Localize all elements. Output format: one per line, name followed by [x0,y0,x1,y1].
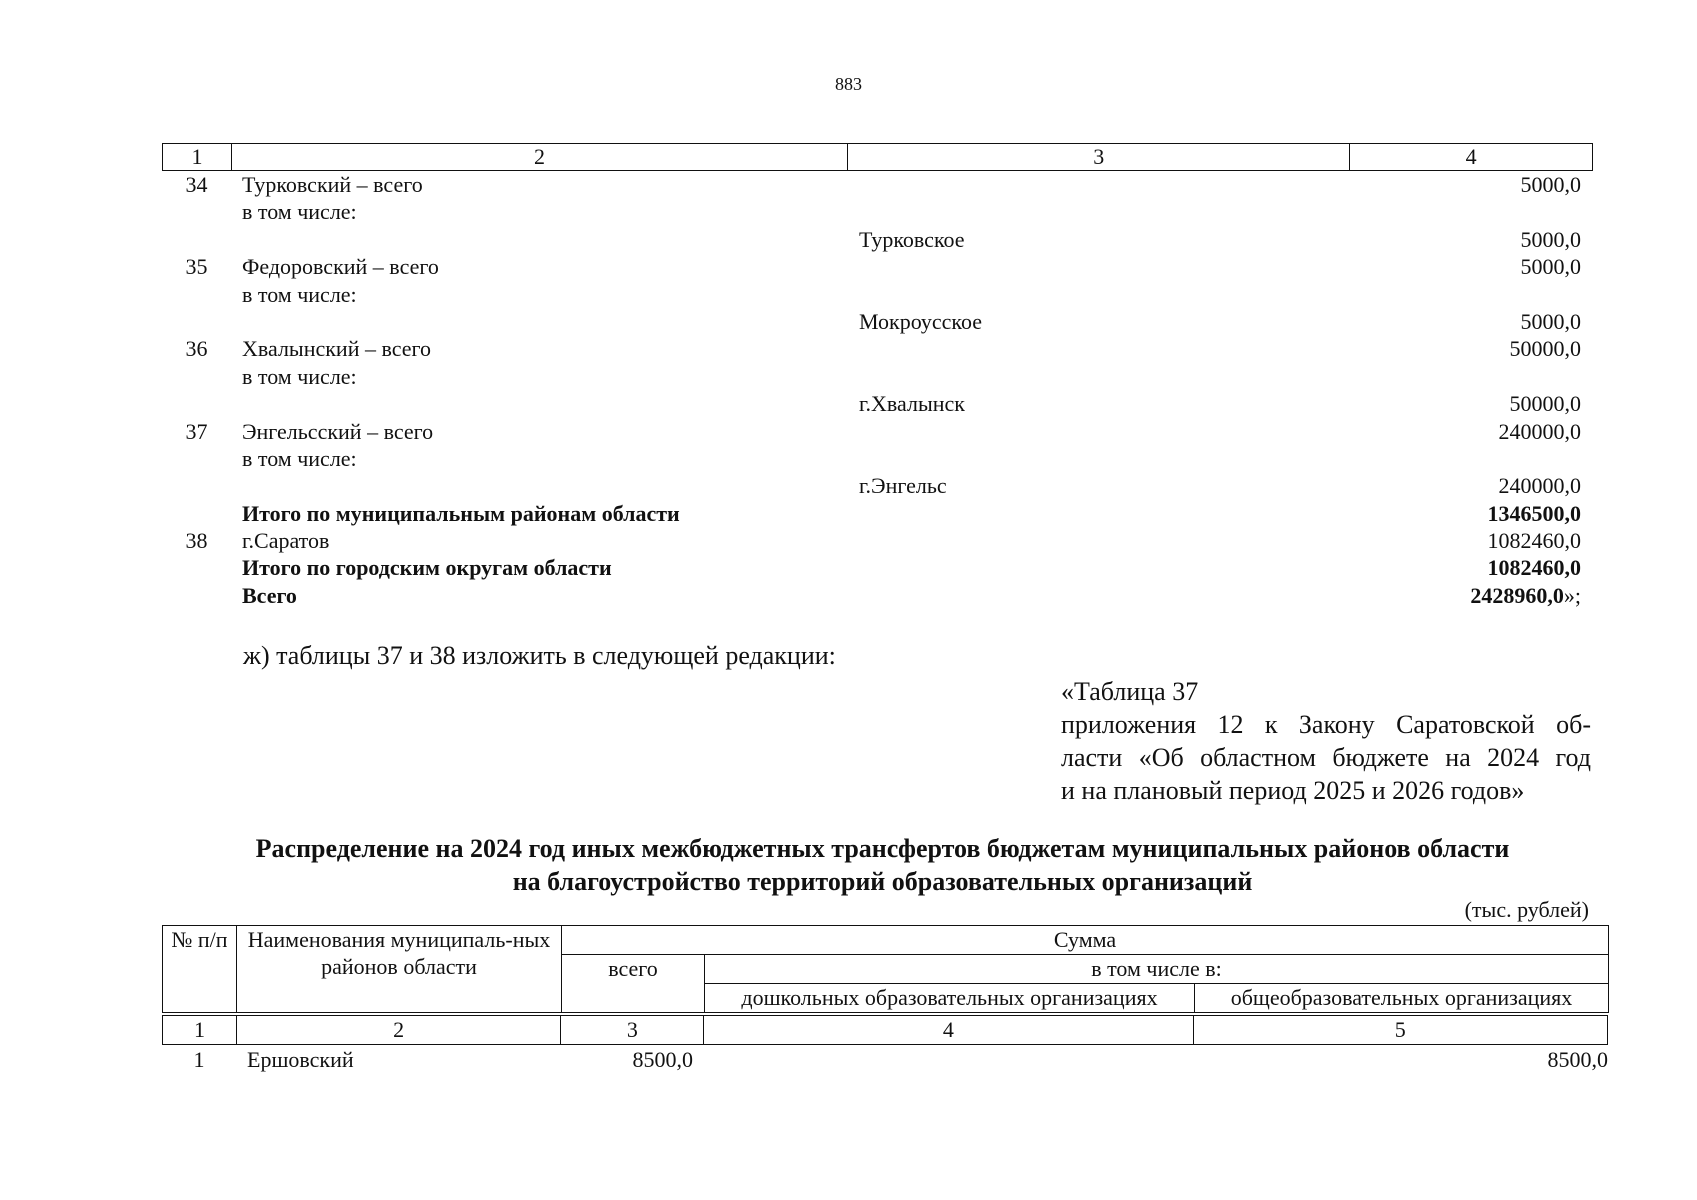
district-name-text: Итого по муниципальным районам области [242,500,680,526]
settlement-name [848,171,1351,198]
table-column-numbers [162,143,1593,171]
district-name [231,582,848,609]
reference-line: ласти «Об областном бюджете на 2024 год [1061,743,1591,772]
row-number [162,390,231,417]
table-row [162,198,1593,225]
amount-text: 5000,0 [1520,254,1581,280]
district-name [231,554,848,581]
header-sum: Сумма [562,926,1609,955]
district-name: Ершовский [247,1047,354,1072]
amount [1351,308,1593,335]
district-name [231,500,848,527]
amount-general: 8500,0 [1547,1047,1608,1072]
amount [1351,390,1593,417]
amount [1351,418,1593,445]
district-name-text: Энгельсский – всего [242,418,434,444]
row-number [162,582,231,609]
amount-text: 240000,0 [1498,473,1581,499]
settlement-name [848,390,1351,417]
table-header [162,925,1609,1013]
amount [1351,281,1593,308]
settlement-name [848,226,1351,253]
table-row [162,472,1593,499]
row-number [162,363,231,390]
table-body [162,171,1593,609]
district-name-text: в том числе: [242,363,357,389]
table-row [162,171,1593,198]
district-name [231,418,848,445]
row-number [162,281,231,308]
column-number: 1 [163,1016,237,1044]
amount-text: 5000,0 [1520,308,1581,334]
row-number [162,308,231,335]
column-number: 1 [163,144,232,170]
header-number: № п/п [163,926,237,1013]
settlement-name-text: г.Энгельс [859,473,947,499]
header-including: в том числе в: [705,955,1609,984]
district-name [231,226,848,253]
table-row [162,390,1593,417]
settlement-name [848,582,1351,609]
amount [1351,363,1593,390]
row-number-text: 35 [185,254,208,280]
settlement-name [848,554,1351,581]
header-name: Наименования муниципаль-ных районов области [237,926,562,1013]
district-name-text: Всего [242,582,297,608]
district-name-text: в том числе: [242,281,357,307]
amount-text: 1082460,0 [1487,528,1581,554]
table-row [162,418,1593,445]
amount-suffix: »; [1563,582,1581,608]
table-reference [1061,675,1591,807]
column-number: 2 [232,144,848,170]
district-name-text: Хвалынский – всего [242,336,432,362]
settlement-name [848,363,1351,390]
settlement-name [848,500,1351,527]
column-number: 2 [237,1016,562,1044]
table-row [162,445,1593,472]
amount-text: 5000,0 [1520,172,1581,197]
table-row [162,253,1593,280]
table-row [162,281,1593,308]
settlement-name-text: Турковское [859,226,965,252]
title-line: на благоустройство территорий образовательных организаций [512,867,1253,896]
district-name-text: г.Саратов [242,528,330,554]
row-number [162,171,231,198]
district-name-text: Турковский – всего [242,172,423,197]
amount [1351,198,1593,225]
amount-total: 8500,0 [632,1047,693,1072]
amount-text: 1346500,0 [1487,500,1581,526]
district-name [231,390,848,417]
amount-text: 1082460,0 [1487,555,1581,581]
reference-line: и на плановый период 2025 и 2026 годов» [1061,776,1525,805]
row-number [162,335,231,362]
amount-text: 50000,0 [1509,391,1581,417]
header-total: всего [562,955,705,1013]
amount [1351,582,1593,609]
row-number-text: 38 [185,528,208,554]
district-name [231,253,848,280]
row-number [162,500,231,527]
settlement-name [848,281,1351,308]
amount [1351,335,1593,362]
row-number-text: 36 [185,336,208,362]
row-number [162,226,231,253]
district-name [231,198,848,225]
column-number: 5 [1394,1017,1406,1042]
transfers-table-continued [162,143,1593,609]
table-row [162,582,1593,609]
district-name [231,281,848,308]
district-name [231,363,848,390]
distribution-table [162,925,1608,1072]
table-row [162,363,1593,390]
district-name [231,445,848,472]
instruction-text: ж) таблицы 37 и 38 изложить в следующей редакции: [243,641,836,670]
title-line: Распределение на 2024 год иных межбюджетных трансфертов бюджетам муниципальных районов области [255,834,1510,863]
district-name [231,171,848,198]
settlement-name [848,527,1351,554]
amount [1351,500,1593,527]
settlement-name [848,308,1351,335]
column-number: 3 [848,144,1350,170]
column-number: 4 [1465,144,1477,169]
reference-line: «Таблица 37 [1061,677,1199,706]
district-name-text: в том числе: [242,445,357,471]
district-name [231,472,848,499]
units-label: (тыс. рублей) [1464,897,1589,922]
district-name [231,335,848,362]
amount [1351,472,1593,499]
amount [1351,445,1593,472]
settlement-name [848,198,1351,225]
header-preschool: дошкольных образовательных организациях [705,984,1195,1013]
amount [1351,554,1593,581]
row-number-text: 34 [185,172,208,197]
district-name-text: в том числе: [242,199,357,225]
row-number: 1 [193,1047,205,1072]
district-name-text: Итого по городским округам области [242,555,612,581]
amount-text: 50000,0 [1509,336,1581,362]
settlement-name [848,418,1351,445]
settlement-name [848,253,1351,280]
row-number [162,198,231,225]
column-number: 4 [704,1016,1193,1044]
settlement-name-text: г.Хвалынск [859,391,965,417]
row-number [162,418,231,445]
amount-text: 2428960,0 [1470,582,1564,608]
table-row [162,500,1593,527]
amount [1351,527,1593,554]
table-row [162,226,1593,253]
table-row [162,554,1593,581]
row-number [162,527,231,554]
settlement-name-text: Мокроусское [859,308,982,334]
amount-text: 5000,0 [1520,226,1581,252]
row-number [162,253,231,280]
table-title [0,832,1697,898]
row-number [162,554,231,581]
table-column-numbers [162,1015,1608,1045]
table-row [162,527,1593,554]
row-number [162,472,231,499]
amount [1351,171,1593,198]
settlement-name [848,472,1351,499]
amount [1351,253,1593,280]
column-number: 3 [561,1016,704,1044]
amount [1351,226,1593,253]
reference-line: приложения 12 к Закону Саратовской об- [1061,710,1591,739]
row-number-text: 37 [185,418,208,444]
row-number [162,445,231,472]
settlement-name [848,445,1351,472]
settlement-name [848,335,1351,362]
amount-text: 240000,0 [1498,418,1581,444]
table-row [162,308,1593,335]
table-row [162,335,1593,362]
header-general: общеобразовательных организациях [1195,984,1609,1013]
page-number: 883 [835,74,862,94]
table-row [162,1046,1608,1074]
district-name [231,527,848,554]
district-name [231,308,848,335]
district-name-text: Федоровский – всего [242,254,439,280]
amount-preschool [704,1046,1194,1074]
